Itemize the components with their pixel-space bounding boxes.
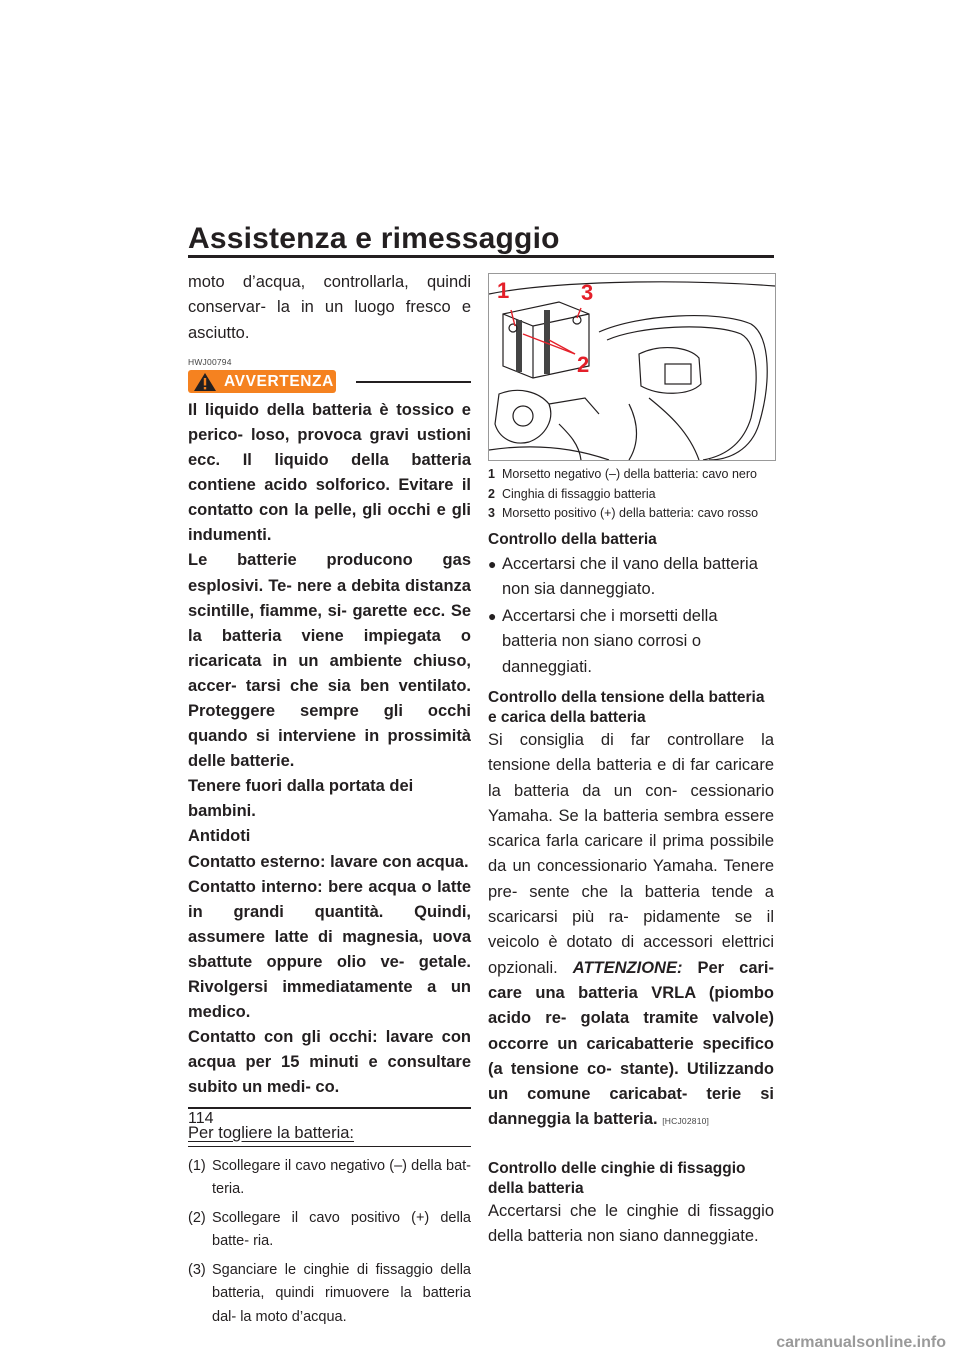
warning-line: Antidoti <box>188 827 251 846</box>
list-item-text: Accertarsi che i morsetti della batteria non siano corrosi o danneggiati. <box>502 607 718 676</box>
step-number: (2) <box>188 1209 206 1226</box>
warning-header <box>188 370 471 394</box>
intro-text: moto d’acqua, controllarla, quindi conservar- la in un luogo fresco e asciutto. <box>188 273 471 342</box>
list-item <box>488 552 774 603</box>
warning-line: Tenere fuori dalla portata dei bambini. <box>188 777 414 821</box>
figure-caption <box>488 467 774 522</box>
warning-badge <box>188 370 336 393</box>
warning-line: Contatto esterno: lavare con acqua. <box>188 852 469 871</box>
procedure-step <box>188 1155 471 1202</box>
step-number: (1) <box>188 1157 206 1174</box>
caption-text: Morsetto positivo (+) della batteria: cavo rosso <box>502 506 759 520</box>
caption-text: Cinghia di fissaggio batteria <box>502 486 656 501</box>
warning-triangle-icon <box>193 372 217 392</box>
step-text: Scollegare il cavo positivo (+) della batte- ria. <box>212 1209 471 1250</box>
caution-text: Per cari- care una batteria VRLA (piombo acido re- golata tramite valvole) occorre un caricabatterie specifico (a tensione co- stante). Utilizzando un comune caricabat- terie si danneggia la batteria. <box>488 958 774 1129</box>
procedure-step <box>188 1259 471 1330</box>
title-rule <box>188 255 774 258</box>
warning-line: Contatto con gli occhi: lavare con acqua per 15 minuti e consultare subito un medi- co. <box>188 1028 471 1097</box>
caption-number: 2 <box>488 486 495 501</box>
callout-2: 2 <box>577 352 590 377</box>
straps-title: Controllo delle cinghie di fissaggio della batteria <box>488 1159 746 1197</box>
page-title: Assistenza e rimessaggio <box>188 222 560 255</box>
caption-number: 1 <box>488 467 495 481</box>
step-text: Sganciare le cinghie di fissaggio della batteria, quindi rimuovere la batteria dal- la moto d’acqua. <box>212 1261 471 1325</box>
warning-line: Contatto interno: bere acqua o latte in grandi quantità. Quindi, assumere latte di magnesia, uova sbattute oppure olio ve- getale. Rivolgersi immediatamente a un medico. <box>188 877 471 1022</box>
page-number: 114 <box>188 1110 214 1127</box>
warning-body <box>188 398 471 1101</box>
warning-line: Le batterie producono gas esplosivi. Te- nere a debita distanza scintille, fiamme, si- garette ecc. Se la batteria viene impiegata o ricaricata in un ambiente chiuso, accer- tarsi che sia ben ventilato. Proteggere sempre gli occhi quando si interviene in prossimità delle batterie. <box>188 551 471 771</box>
warning-code: HWJ00794 <box>188 356 232 367</box>
warning-rule <box>356 381 471 383</box>
bullet-icon: ● <box>488 608 497 625</box>
bullet-icon: ● <box>488 555 497 572</box>
check-battery-title: Controllo della batteria <box>488 530 657 548</box>
caption-item <box>488 467 774 483</box>
warning-label: AVVERTENZA <box>224 372 334 390</box>
voltage-paragraph <box>488 728 774 1135</box>
caption-number: 3 <box>488 506 495 520</box>
list-item-text: Accertarsi che il vano della batteria non sia danneggiato. <box>502 554 758 598</box>
voltage-text: Si consiglia di far controllare la tensione della batteria e di far caricare la batteria da un con- cessionario Yamaha. Se la batteria sembra essere scarica farla caricare il prima possibile da un concessionario Yamaha. Tenere pre- sente che la batteria tende a scaricarsi più ra- pidamente se il veicolo è dotato di accessori elettrici opzionali. <box>488 730 774 977</box>
warning-end-rule <box>188 1107 471 1109</box>
step-number: (3) <box>188 1261 206 1278</box>
list-item <box>488 604 774 680</box>
procedure-step <box>188 1207 471 1254</box>
warning-line: Il liquido della batteria è tossico e perico- loso, provoca gravi ustioni ecc. Il liquido della batteria contiene acido solforico. Evitare il contatto con la pelle, gli occhi e gli indumenti. <box>188 400 471 545</box>
battery-drawing <box>489 274 775 460</box>
voltage-title: Controllo della tensione della batteria e carica della batteria <box>488 688 765 726</box>
straps-text: Accertarsi che le cinghie di fissaggio della batteria non siano danneggiate. <box>488 1201 774 1246</box>
procedure-title: Per togliere la batteria: <box>188 1123 355 1142</box>
step-text: Scollegare il cavo negativo (–) della bat- teria. <box>212 1157 471 1198</box>
procedure-rule <box>188 1146 471 1147</box>
watermark: carmanualsonline.info <box>776 1334 946 1351</box>
battery-illustration <box>488 273 776 461</box>
caption-item <box>488 487 774 503</box>
check-battery-list <box>488 552 774 680</box>
procedure-steps <box>188 1155 471 1330</box>
right-column <box>488 270 774 1249</box>
callout-1: 1 <box>497 278 510 303</box>
caution-label: ATTENZIONE: <box>572 958 683 977</box>
caption-item <box>488 506 774 522</box>
left-column <box>188 270 471 1334</box>
caution-code: [HCJ02810] <box>662 1116 710 1127</box>
caption-text: Morsetto negativo (–) della batteria: cavo nero <box>502 467 757 481</box>
callout-3: 3 <box>581 280 594 305</box>
